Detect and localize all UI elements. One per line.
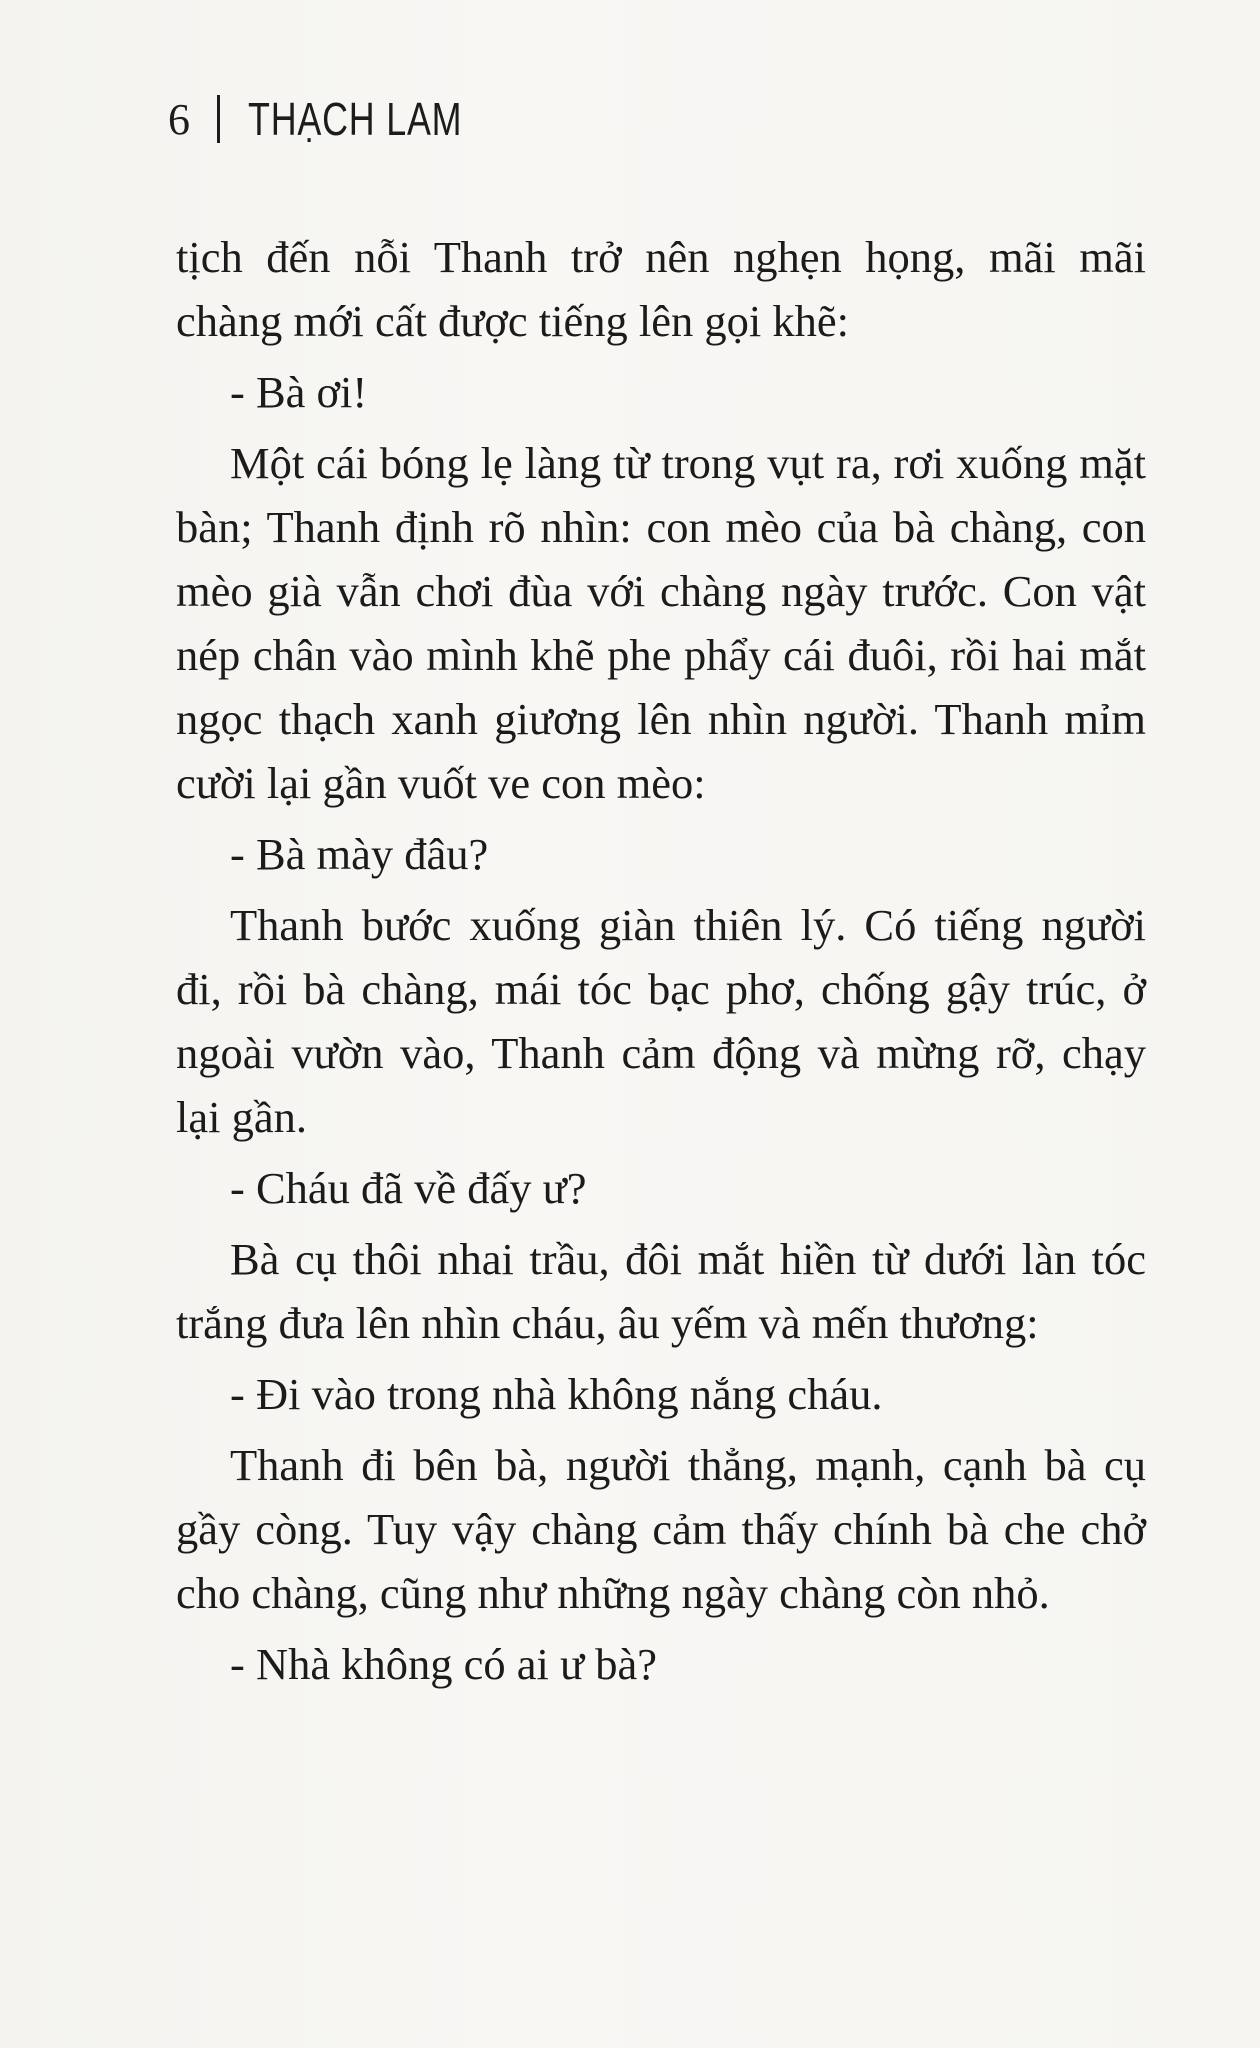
dialogue-line: - Bà ơi! (230, 367, 368, 417)
dialogue-line: - Nhà không có ai ư bà? (230, 1639, 657, 1689)
paragraph: Một cái bóng lẹ làng từ trong vụt ra, rơi xuống mặt bàn; Thanh định rõ nhìn: con mèo của bà chàng, con mèo già vẫn chơi đùa với chàng ngày trước. Con vật nép chân vào mình khẽ phe phẩy cái đuôi, rồi hai mắt ngọc thạch xanh giương lên nhìn người. Thanh mỉm cười lại gần vuốt ve con mèo: (176, 438, 1146, 808)
dialogue-line: - Đi vào trong nhà không nắng cháu. (230, 1369, 883, 1419)
paragraph-continued: tịch đến nỗi Thanh trở nên nghẹn họng, mãi mãi chàng mới cất được tiếng lên gọi khẽ: (176, 232, 1146, 346)
dialogue-line: - Cháu đã về đấy ư? (230, 1163, 587, 1213)
body-text (176, 225, 1146, 1703)
paragraph: Thanh bước xuống giàn thiên lý. Có tiếng người đi, rồi bà chàng, mái tóc bạc phơ, chống gậy trúc, ở ngoài vườn vào, Thanh cảm động và mừng rỡ, chạy lại gần. (176, 900, 1146, 1142)
running-header (168, 92, 523, 146)
author-name: THẠCH LAM (248, 93, 463, 145)
paragraph: Bà cụ thôi nhai trầu, đôi mắt hiền từ dưới làn tóc trắng đưa lên nhìn cháu, âu yếm và mến thương: (176, 1234, 1146, 1348)
dialogue-line: - Bà mày đâu? (230, 829, 489, 879)
page-number: 6 (168, 94, 191, 144)
header-separator (217, 95, 220, 143)
paragraph: Thanh đi bên bà, người thẳng, mạnh, cạnh bà cụ gầy còng. Tuy vậy chàng cảm thấy chính bà che chở cho chàng, cũng như những ngày chàng còn nhỏ. (176, 1440, 1146, 1618)
